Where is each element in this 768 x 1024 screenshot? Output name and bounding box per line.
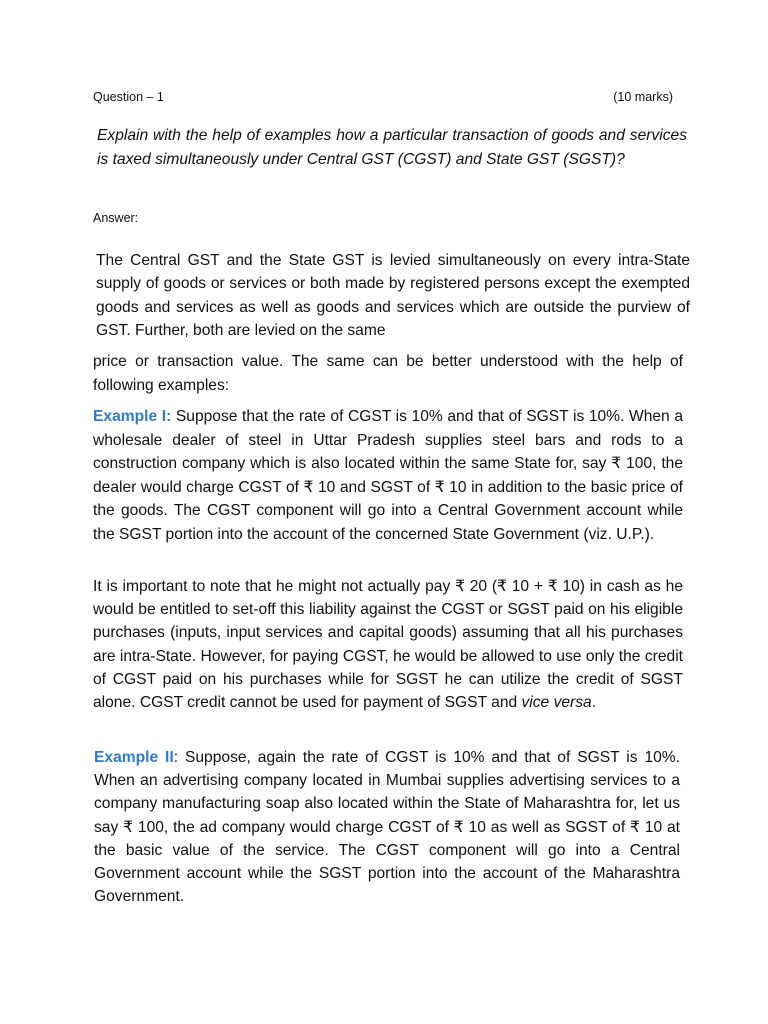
question-text: Explain with the help of examples how a particular transaction of goods and services is taxed simultaneously under Central GST (CGST) and State GST (SGST)?: [97, 127, 687, 168]
example-1-label: Example I:: [93, 408, 172, 425]
question-label: Question – 1: [93, 90, 164, 104]
example-2-paragraph: [94, 746, 680, 908]
example-1-paragraph: [93, 405, 683, 546]
paragraph-4-text: It is important to note that he might not actually pay ₹ 20 (₹ 10 + ₹ 10) in cash as he would be entitled to set-off this liability against the CGST or SGST paid on his eligible purchases (inputs, input services and capital goods) assuming that all his purchases are intra-State. However, for paying CGST, he would be allowed to use only the credit of CGST paid on his purchases while for SGST he can utilize the credit of SGST alone. CGST credit cannot be used for payment of SGST and: [93, 578, 683, 712]
paragraph-4-end: .: [591, 694, 597, 712]
example-1-text: Suppose that the rate of CGST is 10% and that of SGST is 10%. When a wholesale dealer of steel in Uttar Pradesh supplies steel bars and rods to a construction company which is also located within the same State for, say ₹ 100, the dealer would charge CGST of ₹ 10 and SGST of ₹ 10 in addition to the basic price of the goods. The CGST component will go into a Central Government account while the SGST portion into the account of the concerned State Government (viz. U.P.).: [93, 408, 684, 543]
example-2-label: Example II: [94, 749, 174, 766]
vice-versa-text: vice versa: [521, 694, 592, 712]
answer-paragraph-4: [93, 575, 683, 714]
question-marks: (10 marks): [613, 90, 673, 104]
answer-paragraph-1: The Central GST and the State GST is levied simultaneously on every intra-State supply of goods or services or both made by registered persons except the exempted goods and services as well as goods and services which are outside the purview of GST. Further, both are levied on the same: [96, 252, 690, 340]
answer-paragraph-2: price or transaction value. The same can be better understood with the help of following examples:: [93, 353, 683, 394]
example-2-text: : Suppose, again the rate of CGST is 10% and that of SGST is 10%. When an advertising company located in Mumbai supplies advertising services to a company manufacturing soap also located within the State of Maharashtra for, let us say ₹ 100, the ad company would charge CGST of ₹ 10 as well as SGST of ₹ 10 at the basic value of the service. The CGST component will go into a Central Government account while the SGST portion into the account of the Maharashtra Government.: [94, 749, 681, 906]
question-header: [93, 88, 673, 106]
answer-label: Answer:: [93, 211, 139, 225]
